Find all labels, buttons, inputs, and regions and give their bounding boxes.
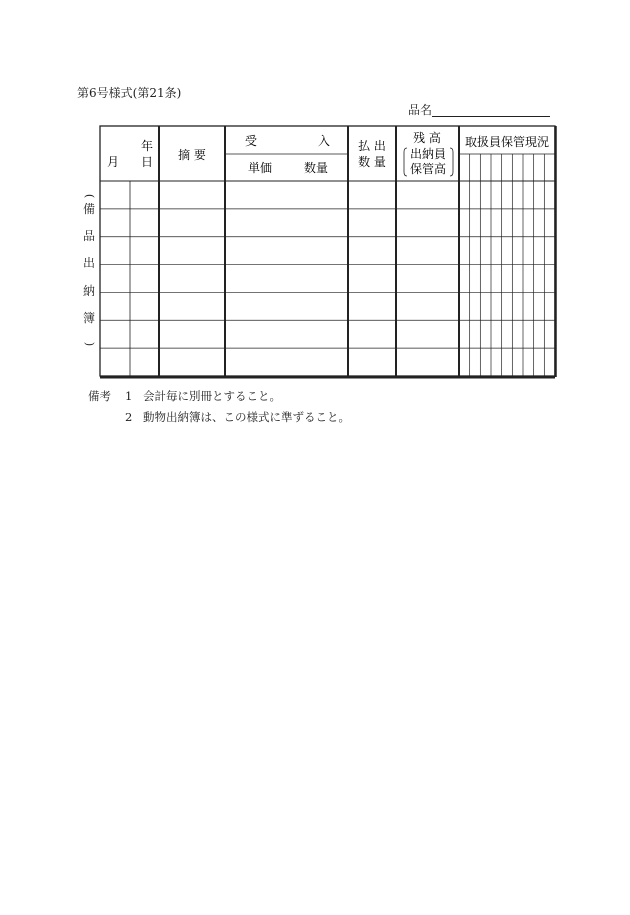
header-receipt-in: 入 [318,134,331,148]
notes [88,386,350,428]
header-unit-price: 単価 [248,161,273,175]
side-title-char: 備 [82,202,95,216]
side-title-char: 品 [82,229,95,244]
form-number: 第6号様式(第21条) [77,86,182,100]
side-title-char: 出 [82,256,95,271]
side-title-char: 簿 [82,310,95,325]
header-year: 年 [141,139,154,153]
notes-label: 備考 [88,389,111,403]
header-pay-out-1: 払 出 [358,139,386,153]
note-number: 1 [125,389,133,403]
custodian-columns [470,154,545,376]
header-custodian: 取扱員保管現況 [464,135,550,149]
note-number: 2 [125,410,133,424]
item-name-label: 品名 [408,103,433,117]
table-rows [100,209,555,348]
header-balance-sub-1: 出納員 [409,147,447,161]
side-title-open-paren: ( [83,193,96,199]
header-receipt: 受 [245,134,258,148]
header-day: 日 [141,155,154,169]
note-text: 会計毎に別冊とすること。 [143,389,281,403]
header-month: 月 [107,155,120,169]
header-summary: 摘 要 [178,148,206,162]
side-title-close-paren: ) [83,341,96,347]
header-quantity-in: 数量 [304,161,329,175]
side-title-char: 納 [82,283,95,298]
header-balance: 残 高 [413,131,441,145]
header-balance-sub-2: 保管高 [409,162,447,176]
note-row [88,407,350,428]
header-pay-out-2: 数 量 [358,155,386,169]
note-row [88,386,350,407]
note-text: 動物出納簿は、この様式に準ずること。 [143,410,350,424]
bracket-left [404,148,407,176]
bracket-right [450,148,453,176]
